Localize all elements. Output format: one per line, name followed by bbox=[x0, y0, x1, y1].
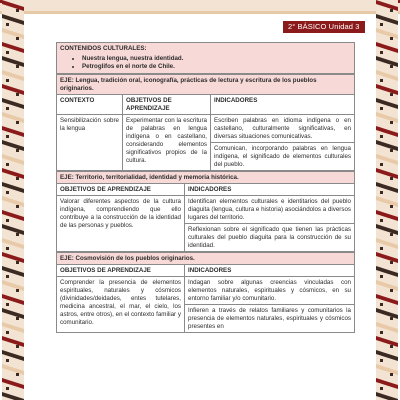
pattern-dot bbox=[16, 317, 19, 320]
section2-title: EJE: Territorio, territorialidad, identidad y memoria histórica. bbox=[57, 172, 355, 184]
pattern-dot bbox=[380, 107, 383, 110]
pattern-dot bbox=[380, 191, 383, 194]
pattern-dot bbox=[6, 51, 9, 54]
pattern-dot bbox=[380, 387, 383, 390]
pattern-dot bbox=[16, 65, 19, 68]
section3-table bbox=[56, 252, 355, 333]
right-ethnic-pattern-border bbox=[376, 0, 398, 400]
section2-indicator: Identifican elementos culturales e identitarios del pueblo diaguita (lengua, cultura e historia) asociándolos a diversos lugares del territorio. bbox=[185, 196, 355, 224]
pattern-dot bbox=[390, 261, 393, 264]
section1-context: Sensibilización sobre la lengua bbox=[57, 115, 123, 171]
pattern-dot bbox=[16, 261, 19, 264]
pattern-dot bbox=[16, 121, 19, 124]
pattern-dot bbox=[6, 191, 9, 194]
pattern-dot bbox=[6, 247, 9, 250]
pattern-dot bbox=[16, 345, 19, 348]
contents-title: CONTENIDOS CULTURALES: bbox=[60, 44, 147, 52]
pattern-dot bbox=[16, 373, 19, 376]
header-objetivos: OBJETIVOS DE APRENDIZAJE bbox=[123, 95, 211, 115]
pattern-dot bbox=[16, 233, 19, 236]
section2-indicator: Reflexionan sobre el significado que tienen las prácticas culturales del pueblo diaguita para la construcción de su identidad. bbox=[185, 224, 355, 252]
pattern-dot bbox=[390, 9, 393, 12]
pattern-dot bbox=[6, 303, 9, 306]
pattern-dot bbox=[16, 177, 19, 180]
pattern-dot bbox=[390, 177, 393, 180]
contents-item: • Nuestra lengua, nuestra identidad. bbox=[82, 55, 351, 63]
pattern-dot bbox=[380, 359, 383, 362]
section1-title: EJE: Lengua, tradición oral, iconografía, prácticas de lectura y escritura de los pueblos originarios. bbox=[57, 75, 355, 95]
section1-table bbox=[56, 74, 355, 171]
pattern-dot bbox=[6, 219, 9, 222]
unit-badge: 2° BÁSICO Unidad 3 bbox=[283, 21, 365, 33]
pattern-dot bbox=[390, 121, 393, 124]
header-objetivos: OBJETIVOS DE APRENDIZAJE bbox=[57, 184, 185, 196]
contents-item: • Petroglifos en el norte de Chile. bbox=[82, 63, 351, 71]
header-indicadores: INDICADORES bbox=[185, 184, 355, 196]
pattern-dot bbox=[380, 135, 383, 138]
pattern-dot bbox=[6, 135, 9, 138]
left-ethnic-pattern-border bbox=[2, 0, 24, 400]
header-indicadores: INDICADORES bbox=[185, 265, 355, 277]
section2-objective: Valorar diferentes aspectos de la cultura indígena, comprendiendo que ello contribuye a la construcción de la identidad de las personas y pueblos. bbox=[57, 196, 185, 252]
section1-indicator: Escriben palabras en idioma indígena o en castellano, culturalmente significativas, en diversas situaciones comunicativas. bbox=[211, 115, 355, 143]
pattern-dot bbox=[390, 289, 393, 292]
pattern-dot bbox=[380, 275, 383, 278]
pattern-dot bbox=[6, 163, 9, 166]
pattern-dot bbox=[380, 23, 383, 26]
pattern-dot bbox=[380, 79, 383, 82]
pattern-dot bbox=[380, 163, 383, 166]
pattern-dot bbox=[390, 233, 393, 236]
pattern-dot bbox=[390, 373, 393, 376]
header-objetivos: OBJETIVOS DE APRENDIZAJE bbox=[57, 265, 185, 277]
pattern-dot bbox=[390, 317, 393, 320]
pattern-dot bbox=[380, 303, 383, 306]
pattern-dot bbox=[16, 149, 19, 152]
section3-indicator: Indagan sobre algunas creencias vinculadas con elementos naturales, espirituales y cósmicos, en su entorno familiar y/o comunitario. bbox=[185, 277, 355, 305]
pattern-dot bbox=[390, 37, 393, 40]
pattern-dot bbox=[16, 205, 19, 208]
pattern-dot bbox=[6, 23, 9, 26]
pattern-dot bbox=[380, 51, 383, 54]
pattern-dot bbox=[16, 289, 19, 292]
contents-cell bbox=[57, 43, 355, 74]
pattern-dot bbox=[6, 275, 9, 278]
section3-indicator: Infieren a través de relatos familiares y comunitarios la presencia de elementos naturales, espirituales y cósmicos presentes en bbox=[185, 305, 355, 333]
contents-list bbox=[60, 55, 351, 71]
section1-objective: Experimentar con la escritura de palabras en lengua indígena o en castellano, considerando elementos significativos propios de la cultura. bbox=[123, 115, 211, 171]
section3-objective: Comprender la presencia de elementos espirituales, naturales y cósmicos (divinidades/deidades, entes tutelares, medicina ancestral, el mar, el cielo, los astros, entre otros), en el contexto familiar y comunitario. bbox=[57, 277, 185, 333]
pattern-dot bbox=[6, 359, 9, 362]
pattern-dot bbox=[380, 219, 383, 222]
section2-table bbox=[56, 171, 355, 252]
pattern-dot bbox=[390, 149, 393, 152]
pattern-dot bbox=[390, 93, 393, 96]
pattern-dot bbox=[6, 387, 9, 390]
pattern-dot bbox=[380, 247, 383, 250]
pattern-dot bbox=[390, 205, 393, 208]
section3-title: EJE: Cosmovisión de los pueblos originarios. bbox=[57, 253, 355, 265]
pattern-dot bbox=[380, 331, 383, 334]
pattern-dot bbox=[6, 331, 9, 334]
top-decorative-bar bbox=[0, 0, 400, 14]
curriculum-document bbox=[56, 42, 355, 333]
section1-indicator: Comunican, incorporando palabras en lengua indígena, el significado de elementos culturales del pueblo. bbox=[211, 143, 355, 171]
pattern-dot bbox=[390, 65, 393, 68]
header-indicadores: INDICADORES bbox=[211, 95, 355, 115]
pattern-dot bbox=[16, 37, 19, 40]
pattern-dot bbox=[390, 345, 393, 348]
pattern-dot bbox=[6, 79, 9, 82]
header-contexto: CONTEXTO bbox=[57, 95, 123, 115]
pattern-dot bbox=[16, 93, 19, 96]
contents-table bbox=[56, 42, 355, 74]
pattern-dot bbox=[6, 107, 9, 110]
pattern-dot bbox=[16, 9, 19, 12]
